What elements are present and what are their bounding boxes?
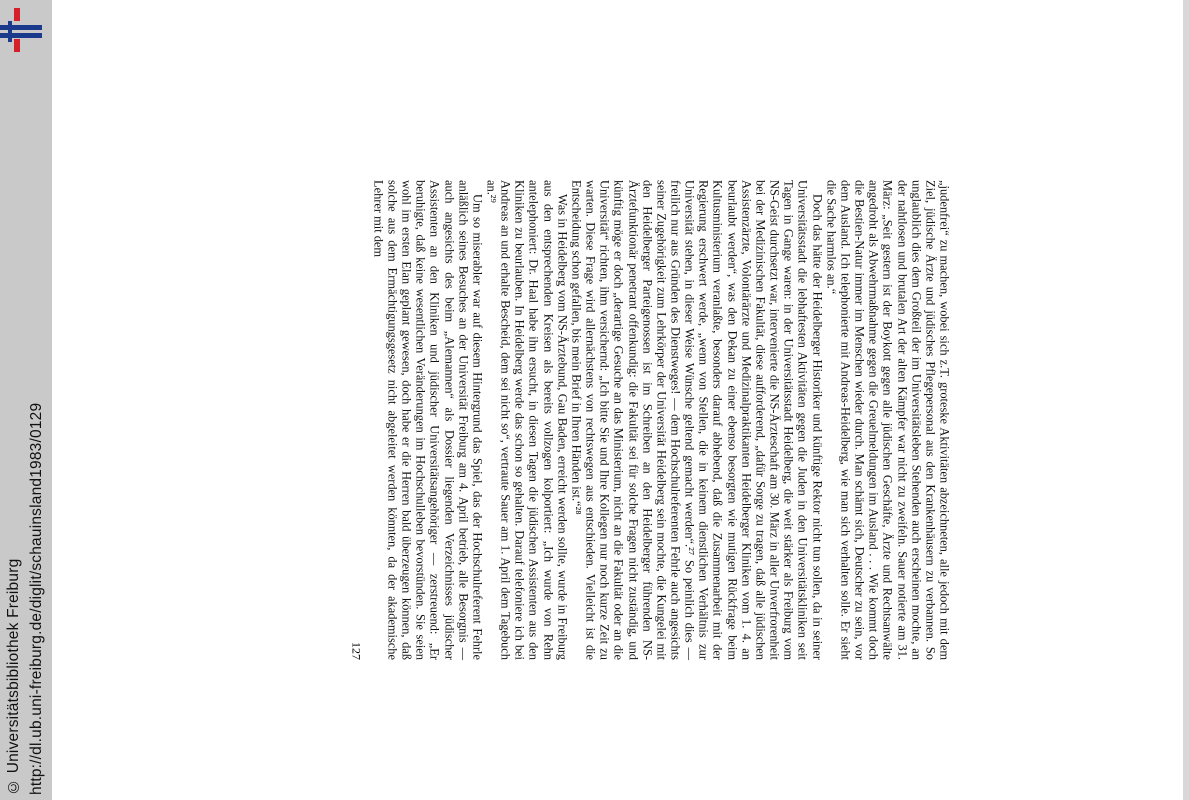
- source-url[interactable]: http://dl.ub.uni-freiburg.de/diglit/schauinsland1983/0129: [28, 402, 45, 795]
- scanned-page: [200, 120, 1100, 720]
- copyright-notice: © Universitätsbibliothek Freiburg: [5, 558, 22, 795]
- paragraph: Um so miserabler war auf diesem Hintergrund das Spiel, das der Hochschulreferent Fehrle anläßlich seines Besuches an der Universität Freiburg am 4. April betrieb, alle Besorgnis — auch angesichts des beim „Alemannen“ als Dossier liegenden Verzeichnisses jüdischer Assistenten an den Kliniken und jüdischer Universitätsangehöriger — zerstreuend: „Er beruhigte, daß keine wesentlichen Veränderungen im Hochschulleben bevorstünden. Sie seien wohl im ersten Elan geplant gewesen, doch habe er die Herren bald überzeugen können, daß solche aus dem Ermächtigungsgesetz nicht abgeleitet werden könnten, da der akademische Lehrer mit dem: [371, 180, 485, 660]
- paragraph: Doch das hätte der Heidelberger Historiker und künftige Rektor nicht tun sollen, da in seiner Universitätsstadt die lebhaftesten Aktivitäten gegen die Juden in den Universitätskliniken seit Tagen in Gange waren: in der Universitätsstadt Heidelberg, die weit stärker als Freiburg vom NS-Geist durchsetzt war, intervenierte die NS-Ärzteschaft am 30. März in aller Unverfrorenheit bei der Medizinischen Fakultät, diese aufforderend, „dafür Sorge zu tragen, daß alle jüdischen Assistenzärzte, Volontärärzte und Medizinalpraktikanten Heidelberger Kliniken vom 1. 4. an beurlaubt werden“, was den Dekan zu einer ebenso besorgten wie mutigen Rückfrage beim Kultusministerium veranlaßte, besonders darauf abhebend, daß die Zusammenarbeit mit der Regierung erschwert werde, „wenn von Stellen, die in keinem dienstlichen Verhältnis zur Universität stehen, in dieser Weise Wünsche geltend gemacht werden“.²⁷ So peinlich dies — freilich nur aus Gründen des Dienstweges! — dem Hochschulreferenten Fehrle auch angesichts seiner Zugehörigkeit zum Lehrkörper der Universität Heidelberg sein mochte, die Kungelei mit den Heidelberger Parteigenossen ist im Schreiben an den Heidelberger führenden NS-Ärztefunktionär penetrant offenkundig: die Fakultät sei für solche Fragen nicht zuständig, und künftig möge er doch „derartige Gesuche an das Ministerium, nicht an die Fakultät oder an die Universität“ richten, ihm versichernd: „Ich bitte Sie und Ihre Kollegen nur noch kurze Zeit zu warten. Diese Frage wird allernächstens von rechtswegen aus entschieden. Vielleicht ist die Entscheidung schon gefallen, bis mein Brief in Ihren Händen ist.“²⁸: [569, 180, 825, 660]
- rotated-text-block: [348, 180, 951, 660]
- window-edge: [1183, 0, 1189, 800]
- viewer-sidebar: [0, 0, 52, 800]
- body-text: [371, 180, 951, 660]
- paragraph: Was in Heidelberg vom NS-Ärztebund, Gau Baden, erreicht werden sollte, wurde in Freiburg aus den entsprechenden Kreisen als bereits vollzogen kolportiert: „Ich wurde von Rehn antelephoniert: Dr. Haal habe ihn ersucht, in diesen Tagen die jüdischen Assistenten aus den Kliniken zu beurlauben. In Heidelberg werde das schon so gehalten. Darauf telefoniere ich bei Andreas an und erhalte Bescheid, dem sei nicht so“, vertraute Sauer am 1. April dem Tagebuch an.²⁹: [484, 180, 570, 660]
- paragraph: „judenfrei“ zu machen, wobei sich z.T. groteske Aktivitäten abzeichneten, alle jedoch mit dem Ziel, jüdische Ärzte und jüdisches Pflegepersonal aus den Krankenhäusern zu verbannen. So unglaublich dies dem Großteil der im Universitätsleben Stehenden auch erscheinen mochte, an der nahtlosen und brutalen Art der alten Kämpfer war nicht zu zweifeln. Sauer notierte am 31. März: „Seit gestern ist der Boykott gegen alle jüdischen Geschäfte, Ärzte und Rechtsanwälte angedroht als Abwehrmaßnahme gegen die Greuelmeldungen im Ausland . . . Wie kommt doch die Bestien-Natur immer im Menschen wieder durch. Man schämt sich, Deutscher zu sein, vor dem Ausland. Ich telephonierte mit Andreas-Heidelberg, wie man sich verhalten solle. Er sieht die Sache harmlos an.“: [824, 180, 952, 660]
- page-number: 127: [349, 642, 364, 660]
